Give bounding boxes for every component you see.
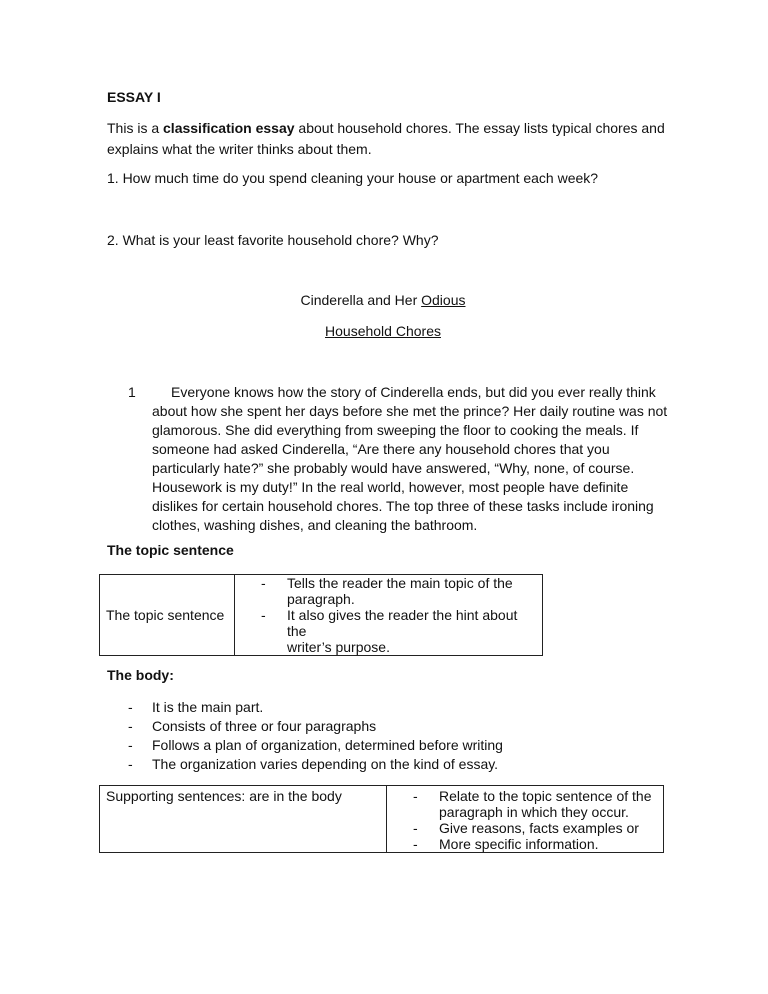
- essay-title-line-2: Household Chores: [325, 323, 441, 339]
- paragraph-line: particularly hate?” she probably would have answered, “Why, none, of course.: [152, 460, 635, 476]
- topic-sentence-heading: The topic sentence: [107, 542, 234, 558]
- paragraph-line: dislikes for certain household chores. The top three of these tasks include ironing: [152, 498, 654, 514]
- essay-label: ESSAY I: [107, 89, 161, 105]
- body-point-text: Consists of three or four paragraphs: [152, 718, 377, 734]
- dash-bullet: -: [128, 718, 133, 734]
- dash-bullet: -: [413, 820, 418, 836]
- dash-bullet: -: [413, 788, 418, 804]
- supporting-point-line: Relate to the topic sentence of the: [439, 788, 652, 804]
- topic-point-line: Tells the reader the main topic of the: [287, 575, 513, 591]
- topic-point-line: paragraph.: [287, 591, 355, 607]
- paragraph-line: about how she spent her days before she met the prince? Her daily routine was not: [152, 403, 668, 419]
- paragraph-line: glamorous. She did everything from sweeping the floor to cooking the meals. If: [152, 422, 639, 438]
- paragraph-line: clothes, washing dishes, and cleaning the bathroom.: [152, 517, 478, 533]
- dash-bullet: -: [413, 836, 418, 852]
- body-point: [128, 755, 503, 774]
- intro-text-after: about household chores. The essay lists typical chores and explains what the writer thinks about them.: [107, 120, 665, 157]
- intro-text-before: This is a: [107, 120, 164, 136]
- supporting-sentences-table-label: Supporting sentences: are in the body: [100, 786, 387, 853]
- question-2: 2. What is your least favorite household chore? Why?: [107, 232, 439, 248]
- supporting-sentences-table: [99, 785, 664, 853]
- intro-bold-text: classification essay: [163, 120, 295, 136]
- dash-bullet: -: [128, 737, 133, 753]
- supporting-point: [413, 788, 659, 820]
- title-prefix: Cinderella and Her: [300, 292, 422, 308]
- supporting-point-line: More specific information.: [439, 836, 599, 852]
- question-1: 1. How much time do you spend cleaning your house or apartment each week?: [107, 170, 599, 186]
- paragraph-number: 1: [128, 384, 136, 400]
- body-point: [128, 698, 503, 717]
- topic-sentence-points-list: [261, 575, 538, 655]
- body-point-text: The organization varies depending on the kind of essay.: [152, 756, 499, 772]
- intro-paragraph: [107, 118, 667, 160]
- paragraph-line: Everyone knows how the story of Cinderella ends, but did you ever really think: [171, 384, 656, 400]
- topic-point-line: writer’s purpose.: [287, 639, 390, 655]
- body-heading: The body:: [107, 667, 174, 683]
- topic-sentence-table-points: [235, 575, 543, 656]
- topic-sentence-table: [99, 574, 543, 656]
- supporting-point: [413, 836, 659, 852]
- supporting-point-line: Give reasons, facts examples or: [439, 820, 639, 836]
- supporting-point: [413, 820, 659, 836]
- body-point-text: Follows a plan of organization, determined before writing: [152, 737, 503, 753]
- body-point: [128, 717, 503, 736]
- topic-point: [261, 575, 538, 607]
- topic-sentence-table-label: The topic sentence: [100, 575, 235, 656]
- dash-bullet: -: [261, 575, 266, 591]
- body-points-list: [128, 698, 503, 774]
- essay-title-line-1: [200, 290, 566, 311]
- title-underlined-word: Odious: [421, 292, 466, 308]
- topic-point-line: It also gives the reader the hint about the: [287, 607, 518, 639]
- supporting-point-line: paragraph in which they occur.: [439, 804, 629, 820]
- body-point-text: It is the main part.: [152, 699, 264, 715]
- supporting-sentences-table-points: [387, 786, 664, 853]
- body-point: [128, 736, 503, 755]
- dash-bullet: -: [261, 607, 266, 623]
- supporting-points-list: [413, 788, 659, 852]
- dash-bullet: -: [128, 756, 133, 772]
- paragraph-line: Housework is my duty!” In the real world, however, most people have definite: [152, 479, 629, 495]
- paragraph-line: someone had asked Cinderella, “Are there any household chores that you: [152, 441, 610, 457]
- dash-bullet: -: [128, 699, 133, 715]
- topic-point: [261, 607, 538, 655]
